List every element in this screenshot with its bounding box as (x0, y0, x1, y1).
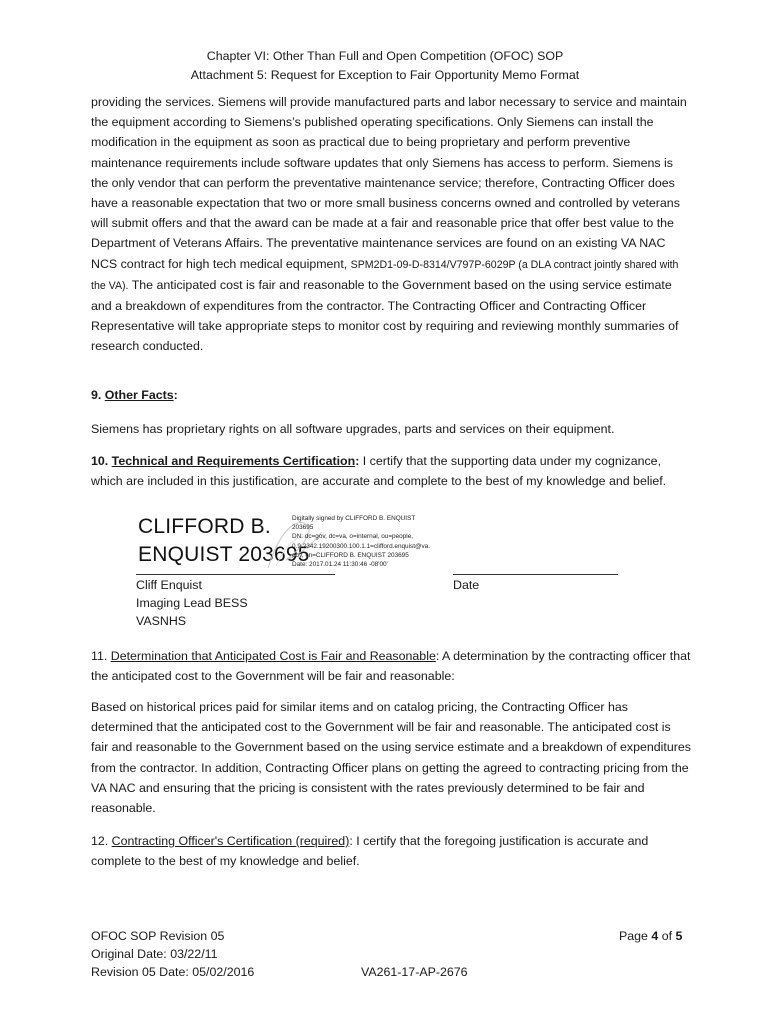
section-10-title: Technical and Requirements Certification (111, 454, 356, 468)
signature-detail-line: 203695 (292, 524, 314, 532)
section-12-number: 12. (91, 834, 112, 848)
signer-title: Imaging Lead BESS (136, 596, 248, 610)
header-line-1: Chapter VI: Other Than Full and Open Competition (OFOC) SOP (206, 49, 564, 63)
signature-name-line-1: CLIFFORD B. (138, 515, 271, 538)
section-9-colon: : (173, 388, 178, 402)
intro-text-2: The anticipated cost is fair and reasonable to the Government based on the using service estimate and a breakdown of expenditures from the contractor. The Contracting Officer and Contracting Officer Representative will take appropriate steps to monitor cost by requiring and reviewing monthly summaries of research conducted. (91, 277, 679, 354)
signer-name: Cliff Enquist (136, 578, 202, 592)
section-9-number: 9. (91, 388, 105, 402)
signer-organization: VASNHS (136, 614, 187, 628)
date-line (453, 574, 618, 575)
section-10-number: 10. (91, 454, 112, 468)
digital-signature-details (292, 514, 462, 569)
section-12-body: : I certify that the foregoing justification is accurate and complete to the best of my knowledge and belief. (91, 834, 649, 869)
signature-name-line-2: ENQUIST 203695 (138, 543, 310, 566)
intro-text-1: providing the services. Siemens will provide manufactured parts and labor necessary to service and maintain the equipment according to Siemens’s published operating specifications. Only Siemens can install the modification in the equipment as soon as practical due to being proprietary and perform preventive maintenance requirements include software updates that only Siemens has access to perform. Siemens is the only vendor that can perform the preventative maintenance service; therefore, Contracting Officer does have a reasonable expectation that two or more small business concerns owned and controlled by veterans will submit offers and that the award can be made at a fair and reasonable price that offer best value to the Department of Veterans Affairs. The preventative maintenance services are found on an existing VA NAC NCS contract for high tech medical equipment, (91, 95, 687, 271)
section-12-paragraph (91, 831, 691, 871)
section-12-title: Contracting Officer's Certification (required) (111, 834, 350, 848)
section-11-number: 11. (91, 649, 111, 663)
contract-number: SPM2D1-09-D-8314/V797P-6029P (a DLA contract jointly shared with the VA). (91, 258, 679, 292)
section-10-body: I certify that the supporting data under my cognizance, which are included in this justification, are accurate and complete to the best of my knowledge and belief. (91, 454, 667, 489)
page-prefix: Page (619, 929, 652, 943)
section-11-details: Based on historical prices paid for similar items and on catalog pricing, the Contracting Officer has determined that the anticipated cost to the Government will be fair and reasonable. The anticipated cost is fair and reasonable to the Government based on the using service estimate and a breakdown of expenditures from the contractor. In addition, Contracting Officer plans on getting the agreed to contracting pricing from the VA NAC and ensuring that the pricing is consistent with the rates previously determined to be fair and reasonable. (91, 700, 691, 816)
section-11-body: : A determination by the contracting officer that the anticipated cost to the Government will be fair and reasonable: (91, 649, 691, 684)
section-9-title: Other Facts (104, 388, 174, 402)
footer-revision: OFOC SOP Revision 05 (91, 929, 225, 943)
signature-detail-line: gov, cn=CLIFFORD B. ENQUIST 203695 (292, 551, 409, 559)
section-9-body: Siemens has proprietary rights on all software upgrades, parts and services on their equipment. (91, 422, 615, 436)
page-of: of (658, 929, 676, 943)
signature-detail-line: 0.9.2342.19200300.100.1.1=clifford.enquist@va. (292, 542, 431, 550)
footer-revision-date: Revision 05 Date: 05/02/2016 (91, 965, 255, 979)
footer-document-id: VA261-17-AP-2676 (361, 965, 468, 979)
section-10-colon: : (355, 454, 360, 468)
page-total: 5 (675, 929, 683, 943)
section-11-title: Determination that Anticipated Cost is Fair and Reasonable (110, 649, 436, 663)
footer-original-date: Original Date: 03/22/11 (91, 947, 218, 961)
signature-line (136, 574, 335, 575)
section-11-paragraph (91, 646, 691, 686)
signature-detail-line: Date: 2017.01.24 11:30:46 -08'00' (292, 561, 388, 569)
signature-detail-line: Digitally signed by CLIFFORD B. ENQUIST (292, 515, 416, 522)
page-current: 4 (651, 929, 659, 943)
header-line-2: Attachment 5: Request for Exception to Fair Opportunity Memo Format (190, 68, 580, 82)
date-label: Date (453, 578, 480, 592)
footer-page-number (619, 927, 682, 945)
section-9-heading (91, 385, 691, 405)
signature-detail-line: DN: dc=gov, dc=va, o=internal, ou=people, (292, 533, 414, 541)
intro-paragraph (91, 92, 691, 357)
section-10-paragraph (91, 451, 691, 491)
